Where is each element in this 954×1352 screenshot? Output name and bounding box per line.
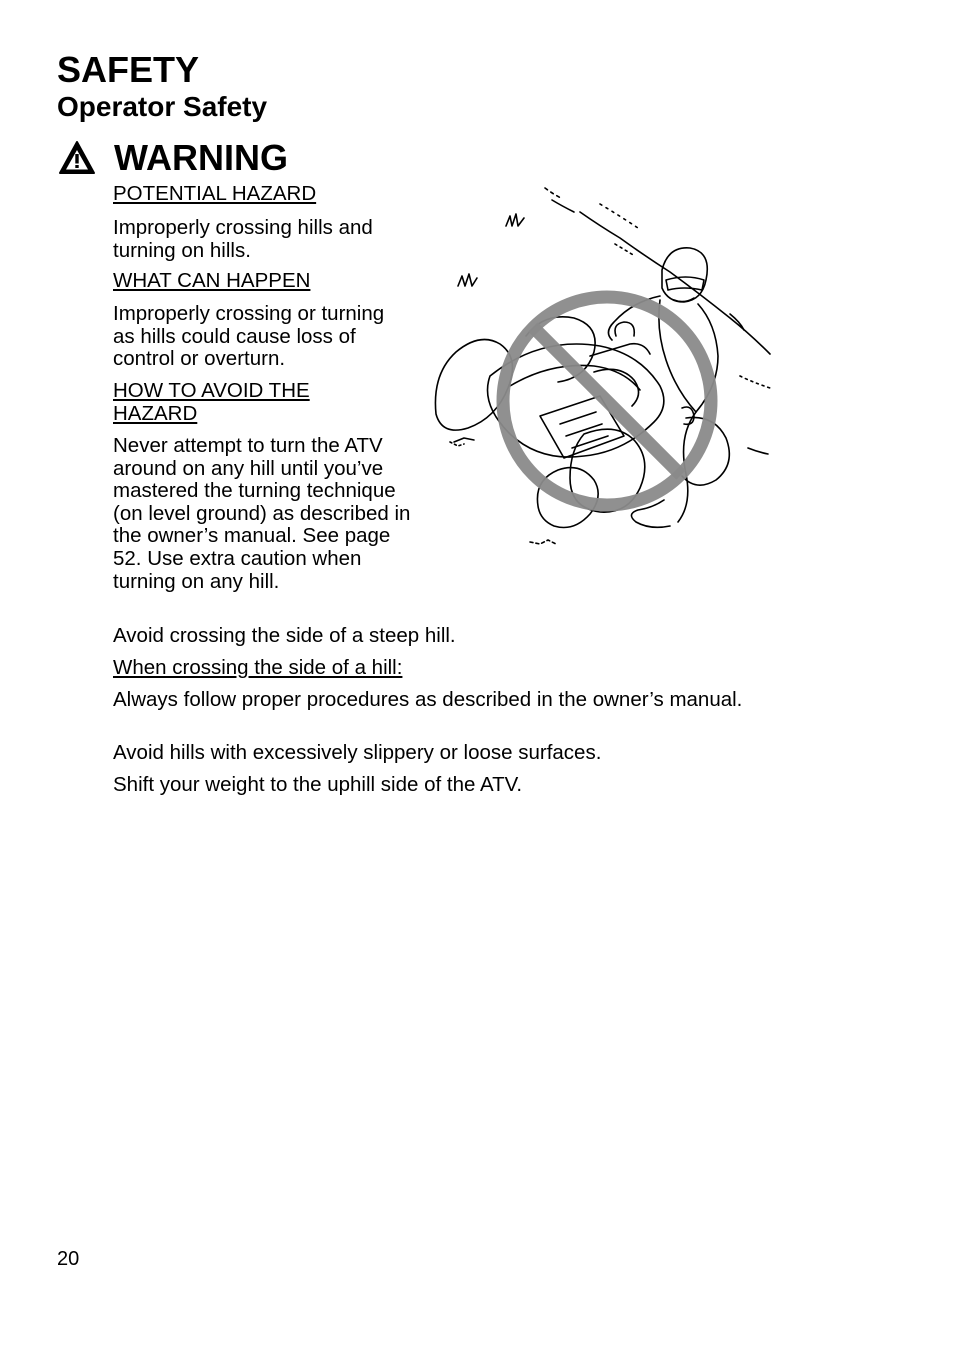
warning-header <box>58 136 288 180</box>
shift-weight-text: Shift your weight to the uphill side of the ATV. <box>113 773 523 796</box>
follow-procedures-text: Always follow proper procedures as described in the owner’s manual. <box>113 688 743 711</box>
prohibition-sign <box>503 297 711 505</box>
subsection-title: Operator Safety <box>57 91 268 122</box>
how-to-avoid-text: Never attempt to turn the ATV around on any hill until you’ve mastered the turning technique (on level ground) as described in the owner’s manual. See page 52. Use extra caution when turning on any hill. <box>113 434 411 593</box>
what-can-happen-text: Improperly crossing or turning as hills could cause loss of control or overturn. <box>113 302 385 371</box>
section-title: SAFETY <box>57 49 200 90</box>
page-number: 20 <box>57 1248 80 1270</box>
how-to-avoid-heading: HOW TO AVOID THE HAZARD <box>113 379 310 425</box>
what-can-happen-heading: WHAT CAN HAPPEN <box>113 269 311 292</box>
crossing-hill-heading: When crossing the side of a hill: <box>113 656 403 679</box>
warning-triangle-icon <box>58 140 96 176</box>
prohibited-atv-rollover-icon <box>430 186 775 556</box>
potential-hazard-text: Improperly crossing hills and turning on hills. <box>113 216 373 262</box>
potential-hazard-heading: POTENTIAL HAZARD <box>113 182 317 205</box>
avoid-steep-hill-text: Avoid crossing the side of a steep hill. <box>113 624 456 647</box>
warning-title: WARNING <box>114 137 288 178</box>
avoid-slippery-text: Avoid hills with excessively slippery or loose surfaces. <box>113 741 602 764</box>
